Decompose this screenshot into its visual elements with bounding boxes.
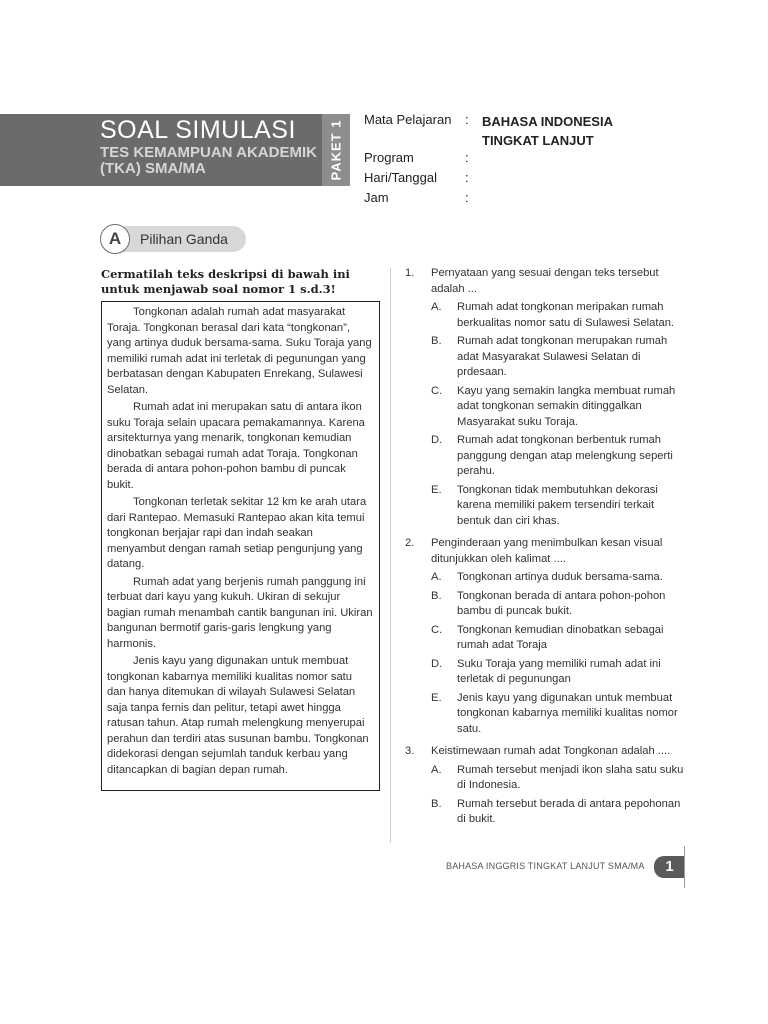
subject-line-1: BAHASA INDONESIA: [482, 114, 613, 129]
question-number: 1.: [405, 267, 415, 279]
option-text: Tongkonan tidak membutuhkan dekorasi karena memiliki pakem tersendiri terkait bentuk dan ciri khas.: [457, 483, 658, 527]
option-b: [405, 797, 688, 828]
meta-label: Mata Pelajaran: [364, 112, 452, 127]
meta-label: Jam: [364, 190, 389, 205]
meta-label: Hari/Tanggal: [364, 170, 437, 185]
passage-paragraph: Tongkonan terletak sekitar 12 km ke arah utara dari Rantepao. Memasuki Rantepao akan kita temui tongkonan berjajar rapi dan indah seakan menyambut dengan ramah setiap pengunjung yang datang.: [107, 496, 367, 570]
option-text: Tongkonan artinya duduk bersama-sama.: [457, 571, 663, 583]
passage-paragraph: Tongkonan adalah rumah adat masyarakat Toraja. Tongkonan berasal dari kata “tongkonan”, yang artinya duduk bersama-sama. Suku Toraja yang memiliki rumah adat ini terletak di pegunungan yang berbatasan dengan Kabupaten Enrekang, Sulawesi Selatan.: [107, 306, 372, 396]
meta-colon: :: [465, 190, 469, 205]
column-divider: [390, 268, 391, 843]
option-a: [405, 570, 688, 586]
option-letter: C.: [431, 623, 443, 636]
question-1: [405, 266, 688, 529]
option-b: [405, 589, 688, 620]
option-letter: E.: [431, 483, 442, 496]
option-text: Tongkonan kemudian dinobatkan sebagai rumah adat Toraja: [457, 623, 664, 651]
passage-paragraph: Rumah adat ini merupakan satu di antara ikon suku Toraja selain upacara pemakamannya. Karena arsitekturnya yang menarik, tongkonan kemudian dinobatkan sebagai rumah adat Toraja. Tongkonan berada di antara pohon-pohon bambu di puncak bukit.: [107, 401, 365, 491]
question-text: Keistimewaan rumah adat Tongkonan adalah ....: [431, 745, 671, 757]
question-3: [405, 744, 688, 828]
option-letter: A.: [431, 763, 442, 776]
option-text: Rumah tersebut menjadi ikon slaha satu suku di Indonesia.: [457, 763, 684, 791]
option-letter: E.: [431, 691, 442, 704]
document-subtitle: [100, 145, 325, 177]
option-d: [405, 433, 688, 480]
option-text: Kayu yang semakin langka membuat rumah adat tongkonan semakin ditinggalkan Masyarakat suku Toraja.: [457, 384, 676, 428]
subtitle-line-1: TES KEMAMPUAN AKADEMIK: [100, 144, 317, 161]
question-text: Penginderaan yang menimbulkan kesan visual ditunjukkan oleh kalimat ....: [431, 537, 663, 565]
option-text: Rumah adat tongkonan merupakan rumah adat Masyarakat Sulawesi Selatan di prdesaan.: [457, 335, 668, 378]
question-2: [405, 536, 688, 737]
paket-label: PAKET 1: [328, 119, 344, 181]
passage-paragraph: Rumah adat yang berjenis rumah panggung ini terbuat dari kayu yang kukuh. Ukiran di sekujur bagian rumah menambah cantik bangunan ini. Ukiran bangunan bermotif garis-garis lengkung yang harmonis.: [107, 575, 373, 650]
question-text: Pernyataan yang sesuai dengan teks tersebut adalah ...: [431, 267, 659, 295]
question-number: 3.: [405, 745, 415, 757]
option-d: [405, 657, 688, 688]
option-text: Jenis kayu yang digunakan untuk membuat tongkonan kabarnya memiliki kualitas nomor satu.: [457, 691, 678, 735]
question-number: 2.: [405, 537, 415, 549]
meta-label: Program: [364, 150, 414, 165]
subtitle-line-2: (TKA) SMA/MA: [100, 160, 206, 177]
document-title: SOAL SIMULASI: [100, 116, 296, 144]
option-text: Suku Toraja yang memiliki rumah adat ini terletak di pegunungan: [457, 657, 661, 685]
option-c: [405, 623, 688, 654]
reading-passage: [101, 301, 380, 791]
footer-subject: BAHASA INGGRIS TINGKAT LANJUT SMA/MA: [446, 861, 645, 871]
section-letter: A: [108, 229, 122, 248]
page-number: 1: [665, 858, 674, 875]
option-a: [405, 300, 688, 331]
question-list: [405, 266, 688, 835]
option-letter: D.: [431, 434, 443, 446]
option-letter: A.: [431, 301, 442, 313]
option-a: [405, 763, 688, 794]
passage-paragraph: Jenis kayu yang digunakan untuk membuat tongkonan kabarnya memiliki kualitas nomor satu dan hanya ditemukan di wilayah Sulawesi Selatan saja tanpa fernis dan pelitur, tetapi awet hingga ratusan tahun. Atap rumah melengkung menyerupai perahun dan terdiri atas susunan bambu. Tongkonan didekorasi dengan sejumlah tanduk kerbau yang ditancapkan di bagian depan rumah.: [107, 655, 369, 776]
page-edge-rule: [684, 846, 685, 888]
option-c: [405, 384, 688, 431]
option-e: [405, 691, 688, 738]
meta-colon: :: [465, 150, 469, 165]
option-letter: B.: [431, 797, 442, 810]
option-letter: D.: [431, 657, 443, 670]
section-label: Pilihan Ganda: [140, 231, 228, 247]
option-text: Rumah adat tongkonan berbentuk rumah panggung dengan atap melengkung seperti perahu.: [457, 434, 673, 477]
paket-label-wrap: [322, 114, 350, 186]
meta-value: [482, 112, 613, 150]
option-e: [405, 483, 688, 530]
option-text: Rumah tersebut berada di antara pepohonan di bukit.: [457, 797, 681, 825]
option-text: Tongkonan berada di antara pohon-pohon bambu di puncak bukit.: [457, 589, 666, 617]
option-letter: B.: [431, 589, 442, 602]
option-letter: C.: [431, 384, 443, 397]
option-letter: A.: [431, 571, 442, 583]
option-b: [405, 334, 688, 381]
instruction-text: Cermatilah teks deskripsi di bawah ini untuk menjawab soal nomor 1 s.d.3!: [101, 267, 350, 296]
option-letter: B.: [431, 335, 442, 347]
meta-colon: :: [465, 170, 469, 185]
meta-colon: :: [465, 112, 469, 127]
subject-line-2: TINGKAT LANJUT: [482, 133, 594, 148]
option-text: Rumah adat tongkonan meripakan rumah berkualitas nomor satu di Sulawesi Selatan.: [457, 301, 675, 329]
